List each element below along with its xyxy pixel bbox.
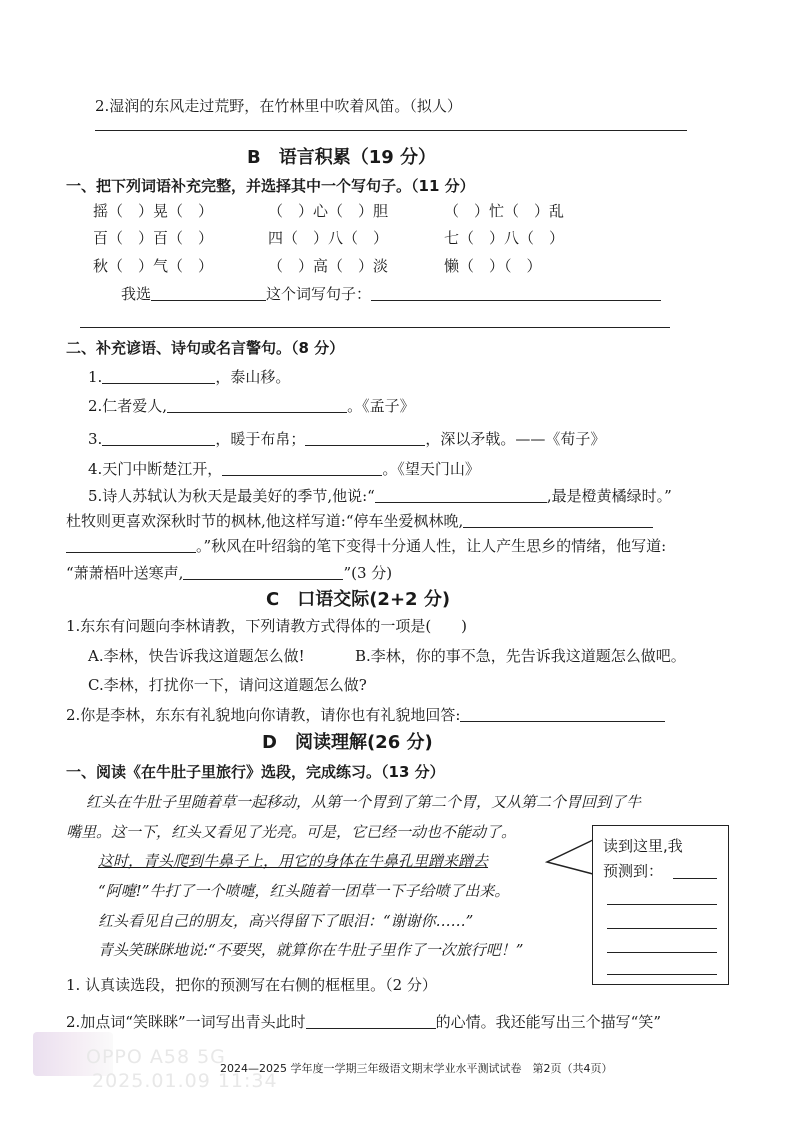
word-cell[interactable]: 摇（ ）晃（ ） bbox=[93, 202, 214, 220]
passage-line-3: 这时，青头爬到牛鼻子上，用它的身体在牛鼻孔里蹭来蹭去 bbox=[98, 852, 489, 870]
word-cell[interactable]: 百（ ）百（ ） bbox=[93, 229, 214, 247]
option-c[interactable]: C.李林，打扰你一下，请问这道题怎么做? bbox=[88, 676, 367, 694]
prediction-answer-line[interactable] bbox=[607, 904, 717, 905]
answer-blank[interactable] bbox=[167, 396, 347, 413]
answer-blank[interactable] bbox=[463, 511, 653, 528]
answer-blank[interactable] bbox=[375, 486, 547, 503]
item-number: 3. bbox=[88, 430, 103, 448]
poem-text: 杜牧则更喜欢深秋时节的枫林,他这样写道:“停车坐爱枫林晚, bbox=[66, 512, 464, 530]
prediction-answer-line[interactable] bbox=[607, 928, 717, 929]
word-cell[interactable]: （ ）高（ ）淡 bbox=[268, 257, 389, 275]
word-cell[interactable]: （ ）心（ ）胆 bbox=[268, 202, 389, 220]
passage-line-1: 红头在牛肚子里随着草一起移动，从第一个胃到了第二个胃，又从第二个胃回到了牛 bbox=[86, 793, 642, 811]
prediction-box[interactable] bbox=[592, 825, 729, 985]
section-b-q1-title: 一、把下列词语补充完整，并选择其中一个写句子。（11 分） bbox=[66, 177, 475, 195]
item-number: 1. bbox=[88, 368, 103, 386]
answer-blank[interactable] bbox=[183, 563, 343, 580]
section-c-q2 bbox=[66, 705, 665, 725]
speech-bubble-pointer bbox=[545, 838, 595, 878]
camera-watermark-device: OPPO A58 5G bbox=[86, 1046, 226, 1068]
answer-line-prev-q2[interactable] bbox=[95, 130, 687, 131]
passage-line-6: 青头笑眯眯地说:“不要哭，就算你在牛肚子里作了一次旅行吧！” bbox=[98, 941, 524, 959]
answer-blank[interactable] bbox=[66, 536, 196, 553]
exercise-2 bbox=[66, 1012, 661, 1032]
prediction-answer-line[interactable] bbox=[673, 878, 717, 879]
section-d-q1-title: 一、阅读《在牛肚子里旅行》选段，完成练习。（13 分） bbox=[66, 763, 445, 781]
prediction-box-line-2: 预测到： bbox=[603, 862, 664, 880]
answer-blank[interactable] bbox=[371, 284, 661, 301]
passage-line-2: 嘴里。这一下，红头又看见了光亮。可是，它已经一动也不能动了。 bbox=[66, 823, 517, 841]
word-cell[interactable]: 秋（ ）气（ ） bbox=[93, 257, 214, 275]
passage-line-5: 红头看见自己的朋友，高兴得留下了眼泪：“谢谢你……” bbox=[98, 912, 474, 930]
proverb-5-line-4 bbox=[66, 563, 392, 583]
section-c-title: C 口语交际(2+2 分) bbox=[266, 589, 451, 610]
proverb-source: 。《孟子》 bbox=[347, 397, 415, 415]
proverb-5-line-1 bbox=[88, 486, 672, 506]
proverb-5-line-2 bbox=[66, 511, 653, 531]
exercise-1: 1. 认真读选段，把你的预测写在右侧的框框里。（2 分） bbox=[66, 976, 437, 994]
poem-text: “萧萧梧叶送寒声, bbox=[66, 564, 184, 582]
question-text: 的心情。我还能写出三个描写“笑” bbox=[435, 1013, 661, 1031]
camera-watermark-time: 2025.01.09 11:34 bbox=[92, 1070, 278, 1092]
poem-text: 4.天门中断楚江开， bbox=[88, 460, 223, 478]
proverb-2 bbox=[88, 396, 415, 416]
proverb-source: ，深以矛戟。——《荀子》 bbox=[425, 430, 606, 448]
prediction-answer-line[interactable] bbox=[607, 952, 717, 953]
proverb-text: ，泰山移。 bbox=[215, 368, 291, 386]
question-text: 2.你是李林，东东有礼貌地向你请教，请你也有礼貌地回答: bbox=[66, 706, 461, 724]
choose-label: 我选 bbox=[121, 285, 152, 303]
answer-blank[interactable] bbox=[102, 367, 215, 384]
passage-line-4: “阿嚏!”牛打了一个喷嚏，红头随着一团草一下子给喷了出来。 bbox=[98, 882, 510, 900]
word-cell[interactable]: （ ）忙（ ）乱 bbox=[444, 202, 565, 220]
section-b-q2-title: 二、补充谚语、诗句或名言警句。（8 分） bbox=[66, 339, 345, 357]
answer-blank[interactable] bbox=[102, 429, 215, 446]
proverb-3 bbox=[88, 429, 605, 449]
choose-word-line bbox=[121, 284, 661, 304]
prediction-box-line-1: 读到这里,我 bbox=[603, 837, 683, 855]
section-c-q1: 1.东东有问题向李林请教，下列请教方式得体的一项是( ) bbox=[66, 617, 468, 635]
proverb-1 bbox=[88, 367, 290, 387]
poem-text: ”(3 分) bbox=[343, 564, 393, 582]
proverb-5-line-3 bbox=[66, 536, 666, 556]
word-cell[interactable]: 七（ ）八（ ） bbox=[444, 229, 565, 247]
prediction-answer-line[interactable] bbox=[607, 974, 717, 975]
page-footer: 2024—2025 学年度一学期三年级语文期末学业水平测试试卷 第2页（共4页） bbox=[220, 1062, 613, 1075]
answer-blank[interactable] bbox=[306, 1012, 436, 1029]
answer-blank[interactable] bbox=[151, 284, 266, 301]
poem-text: 5.诗人苏轼认为秋天是最美好的季节,他说:“ bbox=[88, 487, 375, 505]
word-cell[interactable]: 懒（ ）（ ） bbox=[444, 257, 542, 275]
poem-text: ,最是橙黄橘绿时。” bbox=[546, 487, 672, 505]
answer-line-sentence[interactable] bbox=[80, 327, 670, 328]
answer-blank[interactable] bbox=[222, 459, 382, 476]
proverb-text: 2.仁者爱人, bbox=[88, 397, 168, 415]
proverb-4 bbox=[88, 459, 480, 479]
prev-question-2: 2.湿润的东风走过荒野，在竹林里中吹着风笛。（拟人） bbox=[95, 97, 462, 115]
poem-text: 。”秋风在叶绍翁的笔下变得十分通人性，让人产生思乡的情绪，他写道: bbox=[196, 537, 667, 555]
poem-source: 。《望天门山》 bbox=[382, 460, 480, 478]
section-d-title: D 阅读理解(26 分) bbox=[262, 732, 433, 753]
proverb-text: ，暖于布帛； bbox=[215, 430, 306, 448]
option-a[interactable]: A.李林，快告诉我这道题怎么做! bbox=[88, 647, 305, 665]
answer-blank[interactable] bbox=[305, 429, 425, 446]
section-b-title: B 语言积累（19 分） bbox=[247, 147, 437, 168]
sentence-label: 这个词写句子： bbox=[266, 285, 372, 303]
word-cell[interactable]: 四（ ）八（ ） bbox=[268, 229, 389, 247]
question-text: 2.加点词“笑眯眯”一词写出青头此时 bbox=[66, 1013, 306, 1031]
option-b[interactable]: B.李林，你的事不急，先告诉我这道题怎么做吧。 bbox=[355, 647, 686, 665]
answer-blank[interactable] bbox=[460, 705, 665, 722]
